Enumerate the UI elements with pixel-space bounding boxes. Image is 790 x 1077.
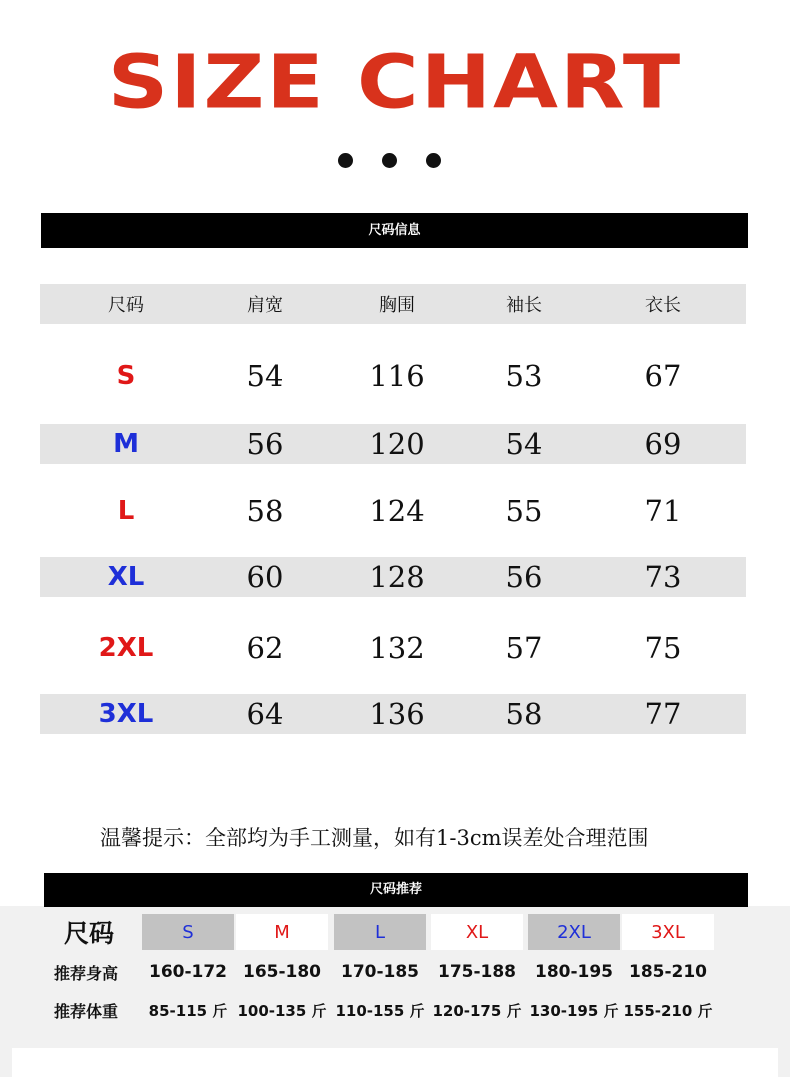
- rec-weight-value: 85-115 斤: [148, 1001, 228, 1020]
- measurement-value: 54: [505, 427, 543, 461]
- page-title: SIZE CHART: [107, 38, 683, 126]
- measurement-value: 128: [369, 560, 425, 594]
- rec-size-cell: XL: [431, 914, 523, 950]
- measurement-value: 62: [246, 631, 284, 665]
- size-label: 2XL: [98, 633, 154, 663]
- measurement-value: 73: [644, 560, 682, 594]
- rec-size-cell: M: [236, 914, 328, 950]
- measurement-value: 116: [369, 359, 425, 393]
- measurement-value: 71: [644, 494, 682, 528]
- measurement-value: 56: [505, 560, 543, 594]
- measurement-value: 120: [369, 427, 425, 461]
- dot-icon: [382, 153, 397, 168]
- measurement-value: 77: [644, 697, 682, 731]
- measurement-value: 55: [505, 494, 543, 528]
- column-header: 衣长: [645, 295, 681, 316]
- column-header: 尺码: [108, 295, 144, 316]
- measurement-value: 58: [505, 697, 543, 731]
- dot-icon: [338, 153, 353, 168]
- rec-height-value: 165-180: [242, 962, 322, 982]
- measurement-value: 132: [369, 631, 425, 665]
- size-label: 3XL: [98, 699, 154, 729]
- rec-size-cell: S: [142, 914, 234, 950]
- rec-height-label: 推荐身高: [54, 963, 119, 983]
- table-row: [40, 487, 746, 535]
- rec-height-value: 185-210: [628, 962, 708, 982]
- column-header: 肩宽: [247, 295, 283, 316]
- measurement-value: 124: [369, 494, 425, 528]
- rec-weight-value: 110-155 斤: [335, 1001, 425, 1020]
- table-row: [40, 352, 746, 400]
- measurement-value: 69: [644, 427, 682, 461]
- size-info-bar: 尺码信息: [41, 213, 748, 248]
- measurement-value: 64: [246, 697, 284, 731]
- table-row: [40, 694, 746, 734]
- panel-strip: [12, 1048, 778, 1077]
- measurement-note: 温馨提示：全部均为手工测量，如有1-3cm误差处合理范围: [100, 826, 649, 850]
- table-row: [40, 557, 746, 597]
- rec-weight-value: 100-135 斤: [237, 1001, 327, 1020]
- dot-icon: [426, 153, 441, 168]
- rec-height-value: 180-195: [534, 962, 614, 982]
- rec-size-cell: 2XL: [528, 914, 620, 950]
- size-label: M: [113, 429, 139, 459]
- rec-height-value: 170-185: [340, 962, 420, 982]
- measurement-value: 56: [246, 427, 284, 461]
- measurement-value: 60: [246, 560, 284, 594]
- size-label: S: [116, 361, 136, 391]
- rec-size-label: 尺码: [64, 919, 115, 948]
- column-header: 胸围: [379, 295, 415, 316]
- table-row: [40, 624, 746, 672]
- measurement-value: 67: [644, 359, 682, 393]
- measurement-value: 136: [369, 697, 425, 731]
- rec-height-value: 160-172: [148, 962, 228, 982]
- size-label: XL: [107, 562, 145, 592]
- measurement-value: 54: [246, 359, 284, 393]
- measurement-value: 75: [644, 631, 682, 665]
- rec-size-cell: 3XL: [622, 914, 714, 950]
- rec-weight-value: 130-195 斤: [529, 1001, 619, 1020]
- rec-size-cell: L: [334, 914, 426, 950]
- size-label: L: [117, 496, 135, 526]
- decorative-dots: [335, 153, 445, 169]
- table-header-row: [40, 284, 746, 324]
- rec-weight-value: 155-210 斤: [623, 1001, 713, 1020]
- column-header: 袖长: [506, 295, 542, 316]
- rec-height-value: 175-188: [437, 962, 517, 982]
- measurement-value: 57: [505, 631, 543, 665]
- table-row: [40, 424, 746, 464]
- rec-weight-value: 120-175 斤: [432, 1001, 522, 1020]
- rec-weight-label: 推荐体重: [54, 1001, 119, 1021]
- measurement-value: 53: [505, 359, 543, 393]
- measurement-value: 58: [246, 494, 284, 528]
- recommendation-bar: 尺码推荐: [44, 873, 748, 907]
